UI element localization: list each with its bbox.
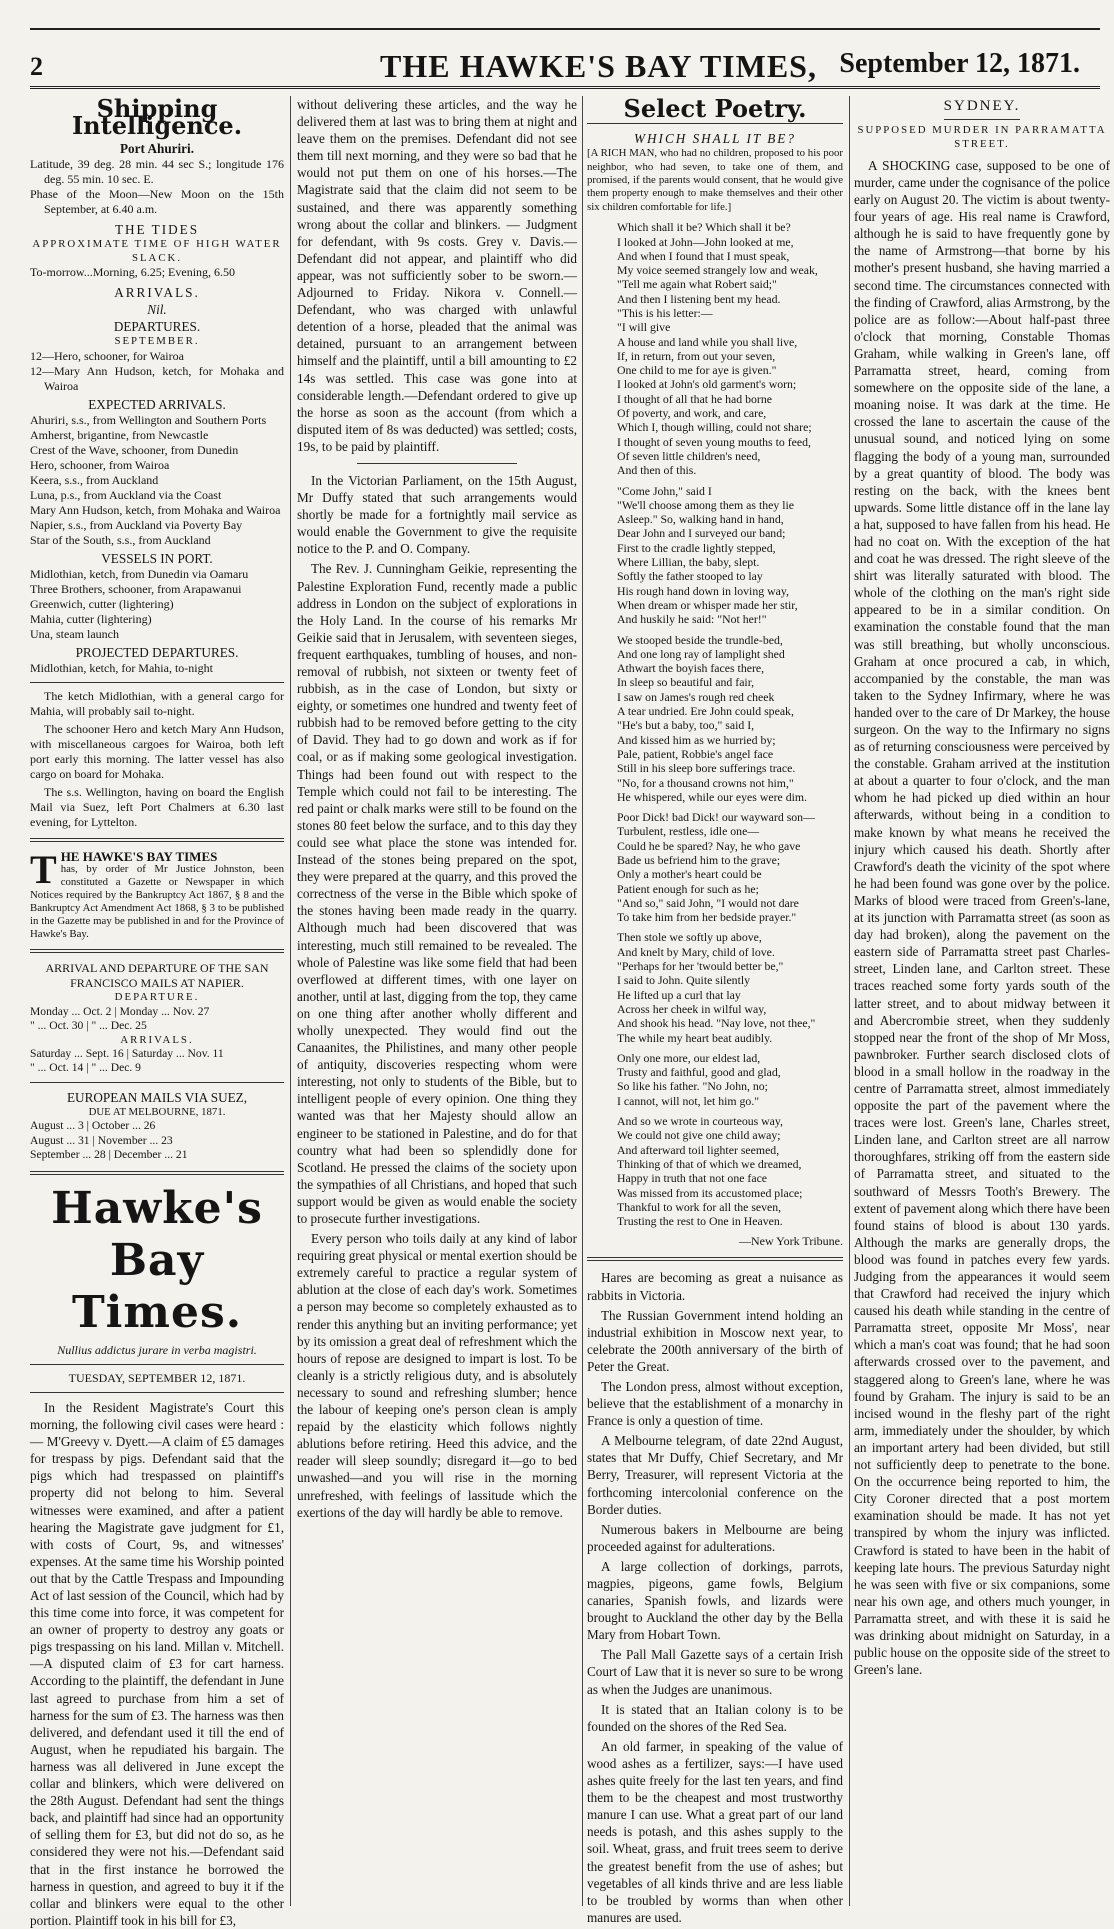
column-3	[587, 94, 844, 1925]
poem-stanza	[617, 220, 843, 477]
arrivals-heading: ARRIVALS.	[114, 285, 200, 301]
expected-item: Crest of the Wave, schooner, from Dunedin	[30, 442, 239, 457]
poem-line: "Tell me again what Robert said;"	[617, 277, 777, 292]
news-item: A Melbourne telegram, of date 22nd August, states that Mr Duffy, Chief Secretary, and Mr Berry, Treasurer, will represent Victoria at the forthcoming intercolonial conference on the Border duties.	[587, 1433, 843, 1517]
gazette-title: HE HAWKE'S BAY TIMES	[60, 849, 218, 865]
gazette-notice	[30, 847, 284, 941]
poem-line: I saw on James's rough red cheek	[617, 689, 775, 704]
poem-line: Trusting the rest to One in Heaven.	[617, 1214, 783, 1229]
poem-line: I said to John. Quite silently	[617, 973, 751, 988]
expected-item: Ahuriri, s.s., from Wellington and Southern Ports	[30, 412, 267, 427]
news-item: A large collection of dorkings, parrots, magpies, pigeons, game fowls, Belgium canaries, Spanish fowls, and lizards were brought to Auckland the other day by the Bella Mary from Hobart Town.	[587, 1558, 843, 1643]
court-report-continued: without delivering these articles, and the way he delivered them at last was to bring them at night and leave them on the premises. Defendant did not see them till next morning, and they were so bad that he would not put them on one of his horses.—The Magistrate said that the claim did not seem to be sustained, and there was apparently something wrong about the collar and blinkers. — Judgment for defendant, with 9s costs. Grey v. Davis.—Defendant did not appear, and plaintiff who did appear, was not sufficiently sober to be sworn.—Adjourned to Friday. Nikora v. Connell.—Defendant, who was charged with unlawful detention of a horse, pleaded that the animal was detained, pursuant to an arrangement between himself and the plaintiff, until a bill amounting to £2 14s was settled. This case was gone into at considerable length.—Defendant ordered to give up the horse as soon as the account (from which a disputed item of 8s was deducted) was settled; costs, 19s, to be paid by plaintiff.	[297, 97, 577, 454]
poem-line: Only a mother's heart could be	[617, 867, 762, 882]
poem-line: And one long ray of lamplight shed	[617, 646, 785, 661]
port-name: Port Ahuriri.	[120, 141, 194, 157]
expected-item: Hero, schooner, from Wairoa	[30, 457, 170, 472]
poem-line: His rough hand down in loving way,	[617, 583, 789, 598]
poem-line: And afterward toil lighter seemed,	[617, 1142, 780, 1157]
euro-mails-sub: DUE AT MELBOURNE, 1871.	[88, 1106, 226, 1119]
divider	[30, 682, 284, 683]
poem-stanzas	[617, 220, 843, 1228]
poem-line: I looked at John's old garment's worn;	[617, 377, 797, 392]
poem-line: Then stole we softly up above,	[617, 930, 762, 945]
article-title: SYDNEY.	[943, 98, 1021, 114]
news-item: The London press, almost without exception, believe that the establishment of a monarchy in France is only a question of time.	[587, 1378, 843, 1429]
drop-cap: T	[30, 847, 57, 893]
poem-stanza	[617, 484, 843, 627]
issue-date: September 12, 1871.	[839, 48, 1080, 79]
gazette-text: has, by order of Mr Justice Johnston, been constituted a Gazette or Newspaper in which Notices required by the Bankruptcy Act 1867, § 8 and the Bankruptcy Act Amendment Act 1868, § 3 to be published in the Gazette may be published in and for the Province of Hawke's Bay.	[30, 863, 284, 941]
poem-line: He whispered, while our eyes were dim.	[617, 789, 808, 804]
column-2	[297, 96, 577, 1908]
top-rule	[30, 28, 1100, 30]
mail-row: Saturday ... Sept. 16 | Saturday ... Nov. 11	[30, 1046, 224, 1060]
divider	[30, 949, 284, 953]
tides-heading: THE TIDES	[114, 222, 200, 238]
article-paragraph: In the Victorian Parliament, on the 15th August, Mr Duffy stated that such arrangements would shortly be made for a fortnightly mail service as would enable the Government to give the requisite notice to the P. and O. Company.	[297, 472, 577, 557]
article-subtitle: SUPPOSED MURDER IN PARRAMATTA STREET.	[857, 124, 1107, 150]
motto: Nullius addictus jurare in verba magistri.	[57, 1342, 257, 1357]
poem-line: Asleep." So, walking hand in hand,	[617, 512, 784, 527]
vessel-item: Mahia, cutter (lightering)	[30, 612, 152, 627]
poem-line: "And so," said John, "I would not dare	[617, 895, 799, 910]
divider	[30, 1364, 284, 1365]
poem-line: "We'll choose among them as they lie	[617, 497, 794, 512]
column-divider	[582, 96, 583, 1906]
expected-item: Mary Ann Hudson, ketch, from Mohaka and Wairoa	[30, 502, 281, 517]
shipping-note: The ketch Midlothian, with a general cargo for Mahia, will probably sail to-night.	[30, 689, 284, 719]
poem-line: And when I found that I must speak,	[617, 248, 790, 263]
poem-line: When dream or whisper made her stir,	[617, 597, 798, 612]
section-title-poetry: Select Poetry.	[623, 94, 807, 123]
column-4	[854, 96, 1110, 1908]
poem-line: Patient enough for such as he;	[617, 881, 759, 896]
moon-phase: Phase of the Moon—New Moon on the 15th September, at 6.40 a.m.	[30, 187, 284, 217]
news-item: Hares are becoming as great a nuisance as rabbits in Victoria.	[587, 1270, 843, 1303]
mail-row: August ... 31 | November ... 23	[30, 1133, 173, 1147]
court-report: In the Resident Magistrate's Court this morning, the following civil cases were heard :— M'Greevy v. Dyett.—A claim of £5 damages for trespass by pigs. Defendant said that the pigs which had trespassed on plaintiff's property did not belong to him. Several witnesses were examined, and after a patient hearing the Magistrate gave judgment for £1, with costs of Court, 9s, and witnesses' expenses. At the same time his Worship pointed out that by the Cattle Trespass and Impounding Act of last session of the Council, which had by this time come into force, it was competent for an owner of property to destroy any goats or pigs trespassing on his land. Millan v. Mitchell.—A disputed claim of £3 for cart harness. According to the plaintiff, the defendant in June last agreed to purchase from him a set of harness for the sum of £3. The harness was then delivered, and defendant used it till the end of August, when he repudiated his bargain. The harness was all delivered in June except the collar and blinkers, which were delivered on the 28th August. Defendant had sent the things back, and plaintiff had since had an opportunity of selling them for £3, but did not do so, as he considered they were not his.—Defendant said that in the first instance he borrowed the harness in question, and agreed to buy it if the collar and blinkers were equal to the other portion. Plaintiff took in his bill for £3,	[30, 1399, 284, 1928]
poem-line: Could he be spared? Nay, he who gave	[617, 838, 801, 853]
column-divider	[290, 96, 291, 1906]
poem-line: In sleep so beautiful and fair,	[617, 675, 755, 690]
arrivals-nil: Nil.	[147, 302, 167, 318]
poem-line: Thankful to work for all the seven,	[617, 1199, 782, 1214]
poem-line: Was missed from its accustomed place;	[617, 1185, 803, 1200]
mail-row: Monday ... Oct. 2 | Monday ... Nov. 27	[30, 1004, 210, 1018]
poem-line: I thought of seven young mouths to feed,	[617, 434, 811, 449]
divider	[30, 1392, 284, 1393]
poem-line: Of poverty, and work, and care,	[617, 406, 767, 421]
divider	[944, 119, 1020, 120]
poem-line: Turbulent, restless, idle one—	[617, 824, 760, 839]
poem-line: Trusty and faithful, good and glad,	[617, 1065, 781, 1080]
september-label: SEPTEMBER.	[114, 335, 200, 348]
poem-line: Where Lillian, the baby, slept.	[617, 555, 760, 570]
poem-line: Which shall it be? Which shall it be?	[617, 220, 791, 235]
poem-line: Happy in truth that not one face	[617, 1171, 768, 1186]
poem-line: First to the cradle lightly stepped,	[617, 540, 776, 555]
poem-line: Poor Dick! bad Dick! our wayward son—	[617, 810, 815, 825]
vessels-heading: VESSELS IN PORT.	[101, 550, 213, 566]
departures-heading: DEPARTURES.	[113, 319, 201, 335]
divider	[587, 1257, 843, 1261]
poem-line: "This is his letter:—	[617, 306, 713, 320]
poem-line: And shook his head. "Nay love, not thee,"	[617, 1016, 816, 1031]
expected-item: Napier, s.s., from Auckland via Poverty Bay	[30, 517, 243, 532]
dateline: TUESDAY, SEPTEMBER 12, 1871.	[68, 1370, 246, 1385]
poem-line: To take him from her bedside prayer."	[617, 910, 797, 925]
poem-line: If, in return, from out your seven,	[617, 348, 776, 363]
expected-item: Amherst, brigantine, from Newcastle	[30, 427, 209, 442]
poem-line: "No, for a thousand crowns not him,"	[617, 775, 794, 790]
poem-line: Bade us befriend him to the grave;	[617, 852, 781, 867]
poem-line: He lifted up a curl that lay	[617, 987, 741, 1002]
poem-line: Of seven little children's need,	[617, 448, 761, 463]
poem-line: And so we wrote in courteous way,	[617, 1114, 783, 1129]
article-paragraph: The Rev. J. Cunningham Geikie, representing the Palestine Exploration Fund, recently made a public address in London on the subject of explorations in the Holy Land. In the course of his remarks Mr Geikie said that in Jerusalem, with seventeen sieges, frequent earthquakes, tumbling of houses, and non-removal of rubbish, not sixteen or twenty feet of rubbish, as in the case of London, but sixty or eighty, or sometimes one hundred and twenty feet of rubbish had to be removed before getting to the city of David. They had to go down and work as if for coal, or as if making some geological investigation. Things had been found out with respect to the Temple which could not fail to be interesting. The red paint or chalk marks were still to be found on the stones 80 feet below the surface, and to this day they could see what place the stone was intended for. Instead of the stones being prepared on the spot, they were prepared at the quarry, and this proved the correctness of the verse in the Bible which spoke of the stones having been made ready in the quarry. Although much had been discovered that was interesting, much still remained to be revealed. The whole of Palestine was like some field that had been overflowed at different times, with one layer on another, until at last, digging from the top, they came on one thing after another wholly different and wholly unexpected. They would find out the Canaanites, the Philistines, and many other people of antiquity, discoveries respecting whom were interesting, not only to students of the Bible, but to intelligent people of every opinion. One thing they wanted was that her Majesty should allow an engineer to be stationed in Palestine, and do for that country what had been so splendidly done for Scotland. He pressed the claims of the society upon the sympathies of all Christians, and hoped that such support would be given as would enable the society to prosecute further investigations.	[297, 561, 578, 1226]
poem-line: "He's but a baby, too," said I,	[617, 718, 755, 733]
expected-item: Keera, s.s., from Auckland	[30, 472, 159, 487]
poem-line: Dear John and I surveyed our band;	[617, 526, 786, 541]
poem-line: So like his father. "No John, no;	[617, 1079, 768, 1094]
divider	[30, 1082, 284, 1083]
masthead: THE HAWKE'S BAY TIMES,	[380, 48, 817, 84]
projected-heading: PROJECTED DEPARTURES.	[75, 645, 239, 661]
mail-row: " ... Oct. 14 | " ... Dec. 9	[30, 1061, 141, 1075]
expected-heading: EXPECTED ARRIVALS.	[88, 396, 226, 412]
poem-stanza	[617, 810, 843, 924]
poem-line: Thinking of that of which we dreamed,	[617, 1156, 802, 1171]
poem-line: I cannot, will not, let him go."	[617, 1093, 760, 1108]
poem-line: "Come John," said I	[617, 483, 712, 498]
article-paragraph: Every person who toils daily at any kind of labor requiring great physical or mental exertion should be extremely careful to practice a regular system of ablution at the close of each day's work. Sometimes a person may become so completely exhausted as to render this anything but an inviting performance; yet by its omission a great deal of refreshment which the hours of repose are designed to impart is lost. To be cleanly is a strictly religious duty, and is absolutely necessary to sound and refreshing slumber; hence the labour of keeping one's person clean is amply repaid by the elasticity which follows nightly ablutions before retiring. Heed this advice, and the reader will sleep soundly; disregard it—go to bed unwashed—and you will rise in the morning unrefreshed, with feelings of lassitude which the exertions of the day will hardly be able to remove.	[297, 1231, 577, 1520]
column-divider	[849, 96, 850, 1906]
poem-source: —New York Tribune.	[738, 1234, 843, 1249]
poem-line: And then of this.	[617, 463, 697, 478]
column-1	[30, 94, 284, 1928]
divider	[30, 1171, 284, 1175]
divider	[587, 123, 843, 124]
mails-heading: ARRIVAL AND DEPARTURE OF THE SAN FRANCISCO MAILS AT NAPIER.	[45, 961, 269, 991]
shipping-note: The schooner Hero and ketch Mary Ann Hudson, with miscellaneous cargoes for Wairoa, both left port early this morning. The latter vessel has also cargo on board for Mohaka.	[30, 722, 284, 782]
expected-item: Luna, p.s., from Auckland via the Coast	[30, 487, 222, 502]
poem-line: A house and land while you shall live,	[617, 334, 798, 349]
shipping-note: The s.s. Wellington, having on board the English Mail via Suez, left Port Chalmers at 6.30 last evening, for Lyttelton.	[30, 785, 284, 830]
vessel-item: Greenwich, cutter (lightering)	[30, 597, 174, 612]
poem-line: "Perhaps for her 'twould better be,"	[617, 959, 784, 974]
poem-line: And huskily he said: "Not her!"	[617, 612, 767, 627]
poem-line: Pale, patient, Robbie's angel face	[617, 746, 774, 761]
departure-item: 12—Mary Ann Hudson, ketch, for Mohaka and Wairoa	[30, 363, 284, 393]
vessel-item: Una, steam launch	[30, 627, 119, 642]
poem-intro: [A RICH MAN, who had no children, proposed to his poor neighbor, who had seven, to take one of them, and promised, if the parents would consent, that he would give them property enough to make themselves and their other six children comfortable for life.]	[587, 147, 843, 213]
poem-line: Only one more, our eldest lad,	[617, 1050, 761, 1065]
mails-departure-label: DEPARTURE.	[114, 991, 200, 1004]
poem-line: My voice seemed strangely low and weak,	[617, 263, 818, 278]
poem-line: Athwart the boyish faces there,	[617, 661, 765, 676]
mail-row: " ... Oct. 30 | " ... Dec. 25	[30, 1019, 147, 1033]
vessel-item: Midlothian, ketch, from Dunedin via Oamaru	[30, 567, 249, 582]
divider	[357, 463, 517, 464]
poem-line: I looked at John—John looked at me,	[617, 234, 794, 249]
mail-row: September ... 28 | December ... 21	[30, 1148, 188, 1162]
poem-line: And kissed him as we hurried by;	[617, 732, 776, 747]
projected-item: Midlothian, ketch, for Mahia, to-night	[30, 661, 213, 676]
poem-stanza	[617, 1114, 843, 1228]
news-item: The Pall Mall Gazette says of a certain Irish Court of Law that it is never so sure to be wrong as when the Judges are unanimous.	[587, 1647, 844, 1697]
poem-stanza	[617, 1051, 843, 1108]
tides-line: To-morrow...Morning, 6.25; Evening, 6.50	[30, 265, 236, 280]
paper-title: Hawke's Bay Times.	[51, 1182, 263, 1338]
news-item: It is stated that an Italian colony is to be founded on the shores of the Red Sea.	[587, 1701, 843, 1734]
tides-subheading: APPROXIMATE TIME OF HIGH WATER SLACK.	[32, 238, 282, 264]
news-item: Numerous bakers in Melbourne are being proceeded against for adulterations.	[587, 1521, 843, 1554]
poem-line: Still in his sleep bore sufferings trace.	[617, 761, 796, 776]
poem-line: Softly the father stooped to lay	[617, 569, 763, 584]
news-item: The Russian Government intend holding an industrial exhibition in Moscow next year, to celebrate the 200th anniversary of the birth of Peter the Great.	[587, 1307, 843, 1374]
section-title-shipping: Shipping Intelligence.	[71, 94, 243, 141]
poem-stanza	[617, 930, 843, 1044]
vessel-item: Three Brothers, schooner, from Arapawanui	[30, 582, 242, 597]
poem-title: WHICH SHALL IT BE?	[634, 131, 796, 147]
poem-stanza	[617, 633, 843, 805]
euro-mails-heading: EUROPEAN MAILS VIA SUEZ,	[67, 1089, 247, 1105]
news-item: An old farmer, in speaking of the value of wood ashes as a fertilizer, says:—I have used ashes quite freely for the last ten years, and find them to be the cheapest and most trustworthy manure I can use. What a great part of our land needs is potash, and this ashes supply to the soil. Wheat, grass, and fruit trees seem to derive the greatest benefit from the use of ashes; but vegetables of all kinds thrive and are less liable to be troubled by worms than when other manures are used.	[587, 1738, 843, 1925]
expected-item: Star of the South, s.s., from Auckland	[30, 532, 211, 547]
poem-line: And knelt by Mary, child of love.	[617, 944, 775, 959]
divider	[30, 838, 284, 842]
poem-line: We stooped beside the trundle-bed,	[617, 632, 783, 647]
header-rule	[30, 86, 1100, 89]
article-body: A SHOCKING case, supposed to be one of murder, came under the cognisance of the police early on August 20. The victim is about twenty-four years of age. His real name is Crawford, although he is said to have frequently gone by the name of Armstrong—that borne by his mother's present husband, she having married a second time. The circumstances connected with the finding of Crawford, alias Armstrong, by the police are as follow:—About half-past three o'clock that morning, Constable Thomas Graham, while walking in Green's lane, off Parramatta street, heard, coming from somewhere on the opposite side of the lane, a moaning noise. It was dark at the time. He crossed the lane to ascertain the cause of the unusual sound, and noticed lying on some flagging the body of a young man, surrounded by a great quantity of blood. The body was resting on the back, with the knees bent upwards. Some little distance off in the lane lay a hat, supposed to have fallen from his head. He had no coat on. With the exception of the hat and coat he was dressed. The right sleeve of the shirt was literally saturated with blood. The whole of the clothing on the man's right side appeared to be in a similar condition. On examination the constable found that the man was still breathing, but wholly unconscious. Graham at once procured a cab, in which, accompanied by the constable, the man was taken to the Sydney Infirmary, where he was handed over to the care of Dr Markey, the house surgeon. On the way to the Infirmary no signs as of returning consciousness were perceived by the constable. Graham arrived at the institution at about a quarter to four o'clock, and the man whom he had picked up died within an hour afterwards, without being in a condition to make known by what means he received the injury which caused his death. Shortly after Crawford's death the vicinity of the spot where he had been found was gone over by the police. Marks of blood were traced from Green's-lane, at its junction with Parramatta street (as soon as day had broken), along the pavement on the eastern side of Parramatta street past Charles-street, Linden lane, and Carlton street. These traces reached some forty yards south of the latter street, and to about midway between it and Abercrombie street, when they suddenly stopped near the front of the shop of Mr Moss, pawnbroker. Further search disclosed clots of blood in a small hollow in the roadway in the centre of Parramatta street, almost immediately opposite the part of the pavement where the traces were lost. Green's lane, Charles street, Linden lane, and Carlton street are all narrow thoroughfares, striking off from the eastern side of Parramatta street, and situated to the southward of Messrs Tooth's Brewery. The extent of pavement along which there have been found stains of blood is about 130 yards. Although the marks are generally drops, the blood was found in patches every few yards. Judging from the appearances it would seem that Crawford had received the injury which caused his death while standing in the centre of Parramatta street, opposite Mr Moss', near which a man's coat was found; that he had soon afterwards crossed over to the pavement, and staggered along to Green's lane, where he was found by Graham. The injury is said to be an incised wound in the fleshy part of the right arm, immediately under the shoulder, by which an important artery had been divided, but still not sufficiently deep to penetrate to the bone. On the occurrence being reported to him, the City Coroner directed that a post mortem examination should be made. It has not yet transpired by whom the injury was inflicted. Crawford is stated to have been in the habit of keeping late hours. The previous Saturday night he was seen with five or six companions, some near his own age, and others much younger, in Parramatta street, and with these it is said he was drinking about midnight on Saturday, in a public house on the opposite side of the street to Green's lane.	[854, 157, 1110, 1678]
poem-line: Which I, though willing, could not share;	[617, 420, 812, 435]
mail-row: August ... 3 | October ... 26	[30, 1119, 156, 1133]
page-number: 2	[30, 52, 43, 81]
latitude-line: Latitude, 39 deg. 28 min. 44 sec S.; longitude 176 deg. 55 min. 10 sec. E.	[30, 157, 284, 187]
poem-line: The while my heart beat audibly.	[617, 1030, 773, 1045]
poem-line: One child to me for aye is given."	[617, 363, 777, 378]
poem-line: A tear undried. Ere John could speak,	[617, 704, 794, 719]
poem-body	[587, 220, 843, 1228]
poem-line: "I will give	[617, 320, 671, 335]
departure-item: 12—Hero, schooner, for Wairoa	[30, 348, 184, 363]
poem-line: And then I listening bent my head.	[617, 291, 781, 306]
poem-line: I thought of all that he had borne	[617, 391, 772, 406]
poem-line: We could not give one child away;	[617, 1128, 781, 1143]
poem-line: Across her cheek in wilful way,	[617, 1001, 767, 1016]
mails-arrivals-label: ARRIVALS.	[120, 1033, 194, 1046]
